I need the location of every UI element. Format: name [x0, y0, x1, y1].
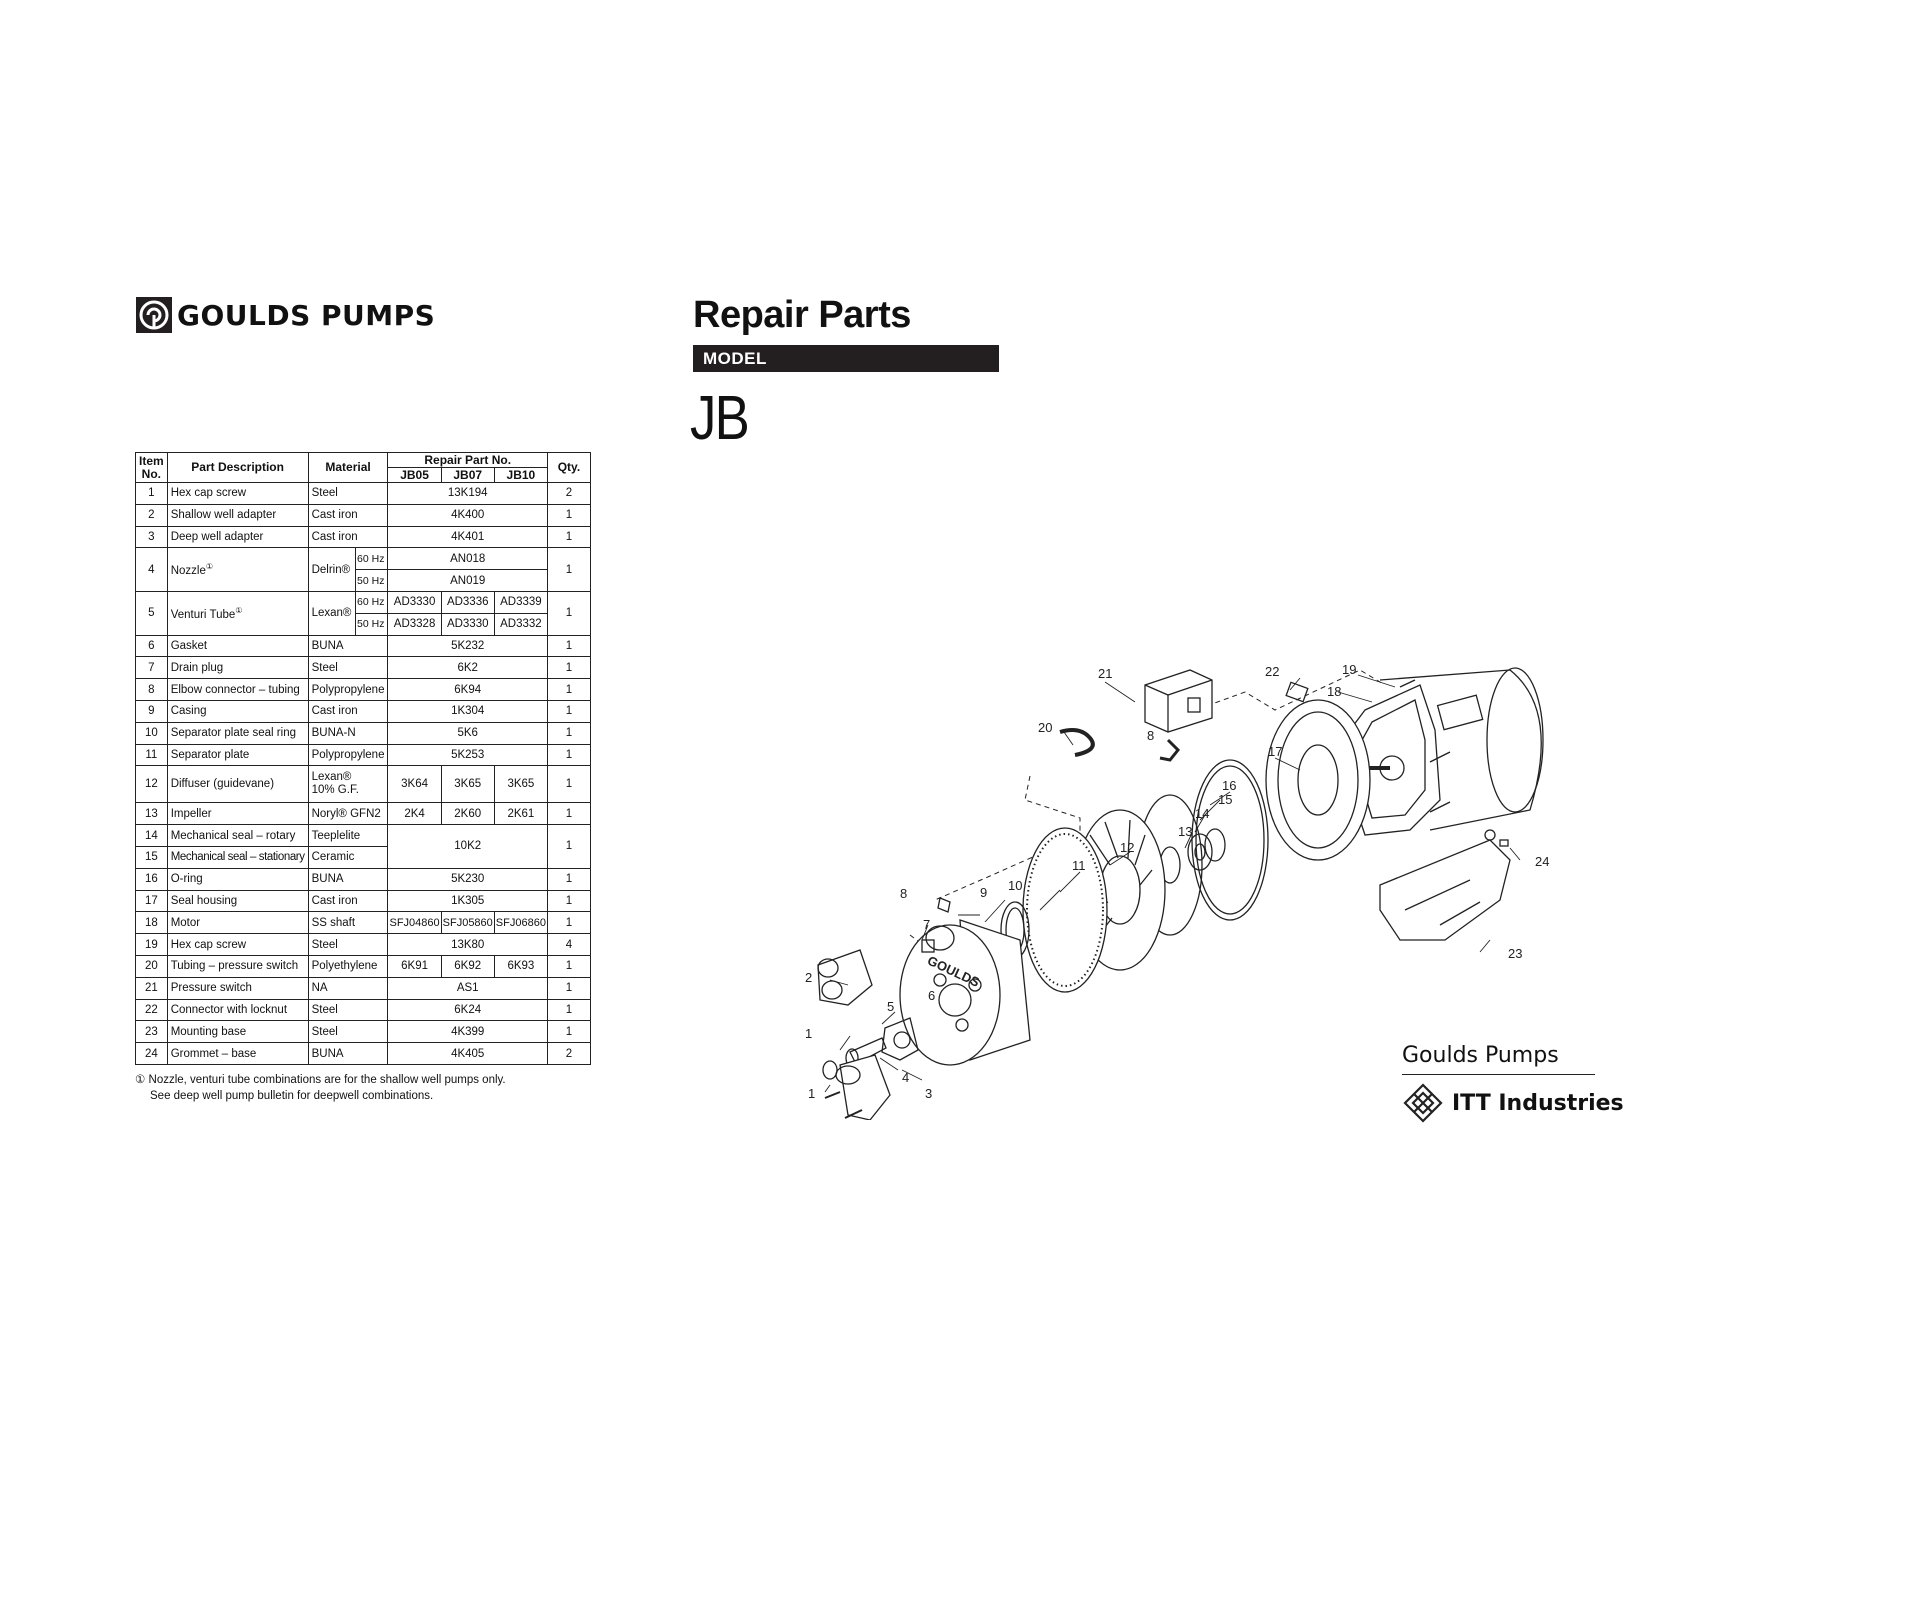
item-no: 14 [136, 825, 168, 847]
item-no: 24 [136, 1043, 168, 1065]
qty: 1 [547, 868, 590, 890]
callout: 8 [900, 886, 908, 901]
part-no: 4K405 [388, 1043, 547, 1065]
material: Polypropylene [308, 679, 388, 701]
itt-industries-name: ITT Industries [1452, 1090, 1624, 1116]
qty: 1 [547, 679, 590, 701]
part-description: Tubing – pressure switch [167, 955, 308, 977]
item-no: 23 [136, 1021, 168, 1043]
material: BUNA [308, 1043, 388, 1065]
repair-parts-table [135, 452, 591, 1065]
item-no: 18 [136, 912, 168, 934]
deep-well-adapter [818, 950, 872, 1005]
item-no: 10 [136, 722, 168, 744]
part-description: Motor [167, 912, 308, 934]
callout: 8 [1147, 728, 1155, 743]
motor [1350, 668, 1543, 835]
part-no: SFJ06860 [494, 912, 547, 934]
itt-diamond-icon [1402, 1082, 1444, 1124]
part-no: 2K4 [388, 803, 441, 825]
table-row [136, 1043, 591, 1065]
table-row [136, 483, 591, 505]
callout: 3 [925, 1086, 933, 1101]
item-no: 4 [136, 548, 168, 592]
part-no: 3K64 [388, 766, 441, 803]
material-line: 10% G.F. [311, 784, 359, 797]
part-description: Seal housing [167, 890, 308, 912]
callout: 9 [980, 885, 988, 900]
material: Noryl® GFN2 [308, 803, 388, 825]
item-no: 8 [136, 679, 168, 701]
material: Steel [308, 934, 388, 956]
shallow-well-adapter [836, 1055, 890, 1120]
model-label: MODEL [693, 345, 999, 372]
footnote-line: See deep well pump bulletin for deepwell combinations. [150, 1090, 434, 1102]
part-no: AD3336 [441, 591, 494, 613]
part-no: 5K232 [388, 635, 547, 657]
goulds-pumps-logo [135, 296, 435, 334]
header-model: JB10 [494, 468, 547, 483]
callout: 14 [1195, 806, 1210, 821]
qty: 1 [547, 700, 590, 722]
material: SS shaft [308, 912, 388, 934]
qty: 4 [547, 934, 590, 956]
table-row [136, 825, 591, 847]
frequency-60hz: 60 Hz [356, 591, 388, 613]
callout: 7 [923, 917, 931, 932]
part-no: 10K2 [388, 825, 547, 869]
callout: 18 [1327, 684, 1342, 699]
part-description: Shallow well adapter [167, 504, 308, 526]
callout: 21 [1098, 666, 1113, 681]
material: BUNA-N [308, 722, 388, 744]
qty: 1 [547, 657, 590, 679]
table-row [136, 722, 591, 744]
material: Steel [308, 1021, 388, 1043]
qty: 1 [547, 912, 590, 934]
part-no: 5K6 [388, 722, 547, 744]
goulds-pumps-wordmark: Goulds Pumps [1402, 1043, 1559, 1068]
material: Cast iron [308, 526, 388, 548]
part-no: SFJ04860 [388, 912, 441, 934]
part-no: SFJ05860 [441, 912, 494, 934]
frequency-50hz: 50 Hz [356, 613, 388, 635]
callout: 24 [1535, 854, 1550, 869]
material: Delrin® [308, 548, 355, 592]
callout: 5 [887, 999, 895, 1014]
material: Polyethylene [308, 955, 388, 977]
table-row [136, 548, 591, 570]
casing-logo: GOULDS [925, 952, 982, 990]
item-no: 15 [136, 846, 168, 868]
material: Polypropylene [308, 744, 388, 766]
callout: 22 [1265, 664, 1280, 679]
item-no: 19 [136, 934, 168, 956]
table-row [136, 999, 591, 1021]
qty: 1 [547, 591, 590, 635]
part-description: Mechanical seal – stationary [167, 846, 308, 868]
table-row [136, 700, 591, 722]
part-no: 6K92 [441, 955, 494, 977]
callout: 6 [928, 988, 936, 1003]
part-no: AN018 [388, 548, 547, 570]
qty: 1 [547, 766, 590, 803]
table-row [136, 912, 591, 934]
casing [900, 920, 1030, 1065]
qty: 1 [547, 722, 590, 744]
part-description: Elbow connector – tubing [167, 679, 308, 701]
qty: 1 [547, 977, 590, 999]
part-description: Hex cap screw [167, 934, 308, 956]
part-description: Nozzle① [167, 548, 308, 592]
part-no: 6K94 [388, 679, 547, 701]
part-description: Mechanical seal – rotary [167, 825, 308, 847]
part-no: 13K80 [388, 934, 547, 956]
table-row [136, 1021, 591, 1043]
table-row [136, 504, 591, 526]
callout: 10 [1008, 878, 1023, 893]
frequency-50hz: 50 Hz [356, 570, 388, 592]
qty: 1 [547, 504, 590, 526]
qty: 1 [547, 955, 590, 977]
callout: 15 [1218, 792, 1233, 807]
callout: 13 [1178, 824, 1193, 839]
model-name: JB [690, 384, 749, 453]
table-header-row [136, 453, 591, 468]
part-description: Connector with locknut [167, 999, 308, 1021]
part-no: 13K194 [388, 483, 547, 505]
callout: 23 [1508, 946, 1523, 961]
part-description: Casing [167, 700, 308, 722]
callout: 17 [1268, 744, 1283, 759]
qty: 1 [547, 1021, 590, 1043]
table-footnote [135, 1072, 506, 1104]
nozzle [823, 1061, 837, 1079]
callout: 2 [805, 970, 813, 985]
page-title: Repair Parts [693, 294, 911, 336]
goulds-logo-icon [135, 296, 173, 334]
header-description: Part Description [167, 453, 308, 483]
divider [1402, 1074, 1595, 1075]
qty: 1 [547, 744, 590, 766]
part-no: 6K2 [388, 657, 547, 679]
table-row [136, 890, 591, 912]
header-model: JB05 [388, 468, 441, 483]
part-description: Grommet – base [167, 1043, 308, 1065]
callout: 4 [902, 1070, 910, 1085]
part-description: Separator plate [167, 744, 308, 766]
item-no: 3 [136, 526, 168, 548]
header-repair-part-no: Repair Part No. [388, 453, 547, 468]
table-row [136, 679, 591, 701]
part-no: 1K305 [388, 890, 547, 912]
itt-industries-logo [1402, 1082, 1624, 1124]
part-description: Hex cap screw [167, 483, 308, 505]
separator-plate [1023, 828, 1107, 992]
part-description: Diffuser (guidevane) [167, 766, 308, 803]
callout: 20 [1038, 720, 1053, 735]
part-no: 4K399 [388, 1021, 547, 1043]
footnote-mark: ① [135, 1074, 146, 1086]
connector-locknut [1286, 682, 1308, 701]
item-no: 20 [136, 955, 168, 977]
part-no: 3K65 [441, 766, 494, 803]
callout: 11 [1072, 858, 1086, 873]
table-row [136, 526, 591, 548]
seal-housing [1266, 700, 1370, 860]
footnote-mark: ① [235, 605, 243, 615]
item-no: 5 [136, 591, 168, 635]
material: BUNA [308, 868, 388, 890]
pressure-switch [1145, 670, 1212, 732]
part-no: 4K401 [388, 526, 547, 548]
part-description: Gasket [167, 635, 308, 657]
qty: 1 [547, 890, 590, 912]
material: Cast iron [308, 890, 388, 912]
footnote-line: Nozzle, venturi tube combinations are for the shallow well pumps only. [148, 1074, 506, 1086]
table-row [136, 934, 591, 956]
part-no: AD3330 [441, 613, 494, 635]
table-row [136, 744, 591, 766]
material: NA [308, 977, 388, 999]
material [308, 766, 388, 803]
material: Steel [308, 483, 388, 505]
material-line: Lexan® [311, 771, 352, 784]
item-no: 12 [136, 766, 168, 803]
material: Ceramic [308, 846, 388, 868]
material: Cast iron [308, 504, 388, 526]
qty: 1 [547, 803, 590, 825]
item-no: 22 [136, 999, 168, 1021]
qty: 2 [547, 1043, 590, 1065]
part-no: AS1 [388, 977, 547, 999]
header-material: Material [308, 453, 388, 483]
item-no: 1 [136, 483, 168, 505]
table-row [136, 635, 591, 657]
footnote-mark: ① [205, 562, 214, 572]
part-no: 6K24 [388, 999, 547, 1021]
header-model: JB07 [441, 468, 494, 483]
qty: 2 [547, 483, 590, 505]
material: Teeplelite [308, 825, 388, 847]
table-row [136, 591, 591, 613]
table-row [136, 955, 591, 977]
part-description: Venturi Tube① [167, 591, 308, 635]
frequency-60hz: 60 Hz [356, 548, 388, 570]
part-description: Mounting base [167, 1021, 308, 1043]
qty: 1 [547, 825, 590, 869]
part-description: Pressure switch [167, 977, 308, 999]
part-description: Separator plate seal ring [167, 722, 308, 744]
table-row [136, 657, 591, 679]
part-no: AD3328 [388, 613, 441, 635]
callout: 19 [1342, 662, 1357, 677]
table-row [136, 803, 591, 825]
callout: 1 [808, 1086, 816, 1101]
part-description: Impeller [167, 803, 308, 825]
material: Steel [308, 999, 388, 1021]
qty: 1 [547, 635, 590, 657]
item-no: 11 [136, 744, 168, 766]
part-no: AN019 [388, 570, 547, 592]
brand-name: GOULDS PUMPS [177, 298, 436, 332]
part-no: AD3332 [494, 613, 547, 635]
item-no: 9 [136, 700, 168, 722]
part-no: 5K230 [388, 868, 547, 890]
part-no: AD3339 [494, 591, 547, 613]
part-no: 3K65 [494, 766, 547, 803]
part-description: Drain plug [167, 657, 308, 679]
mounting-base [1380, 840, 1510, 940]
part-description: Deep well adapter [167, 526, 308, 548]
material: Lexan® [308, 591, 355, 635]
table-row [136, 977, 591, 999]
part-description: O-ring [167, 868, 308, 890]
material: Steel [308, 657, 388, 679]
part-no: 2K61 [494, 803, 547, 825]
part-no: 6K93 [494, 955, 547, 977]
table-row [136, 766, 591, 803]
item-no: 17 [136, 890, 168, 912]
part-no: 6K91 [388, 955, 441, 977]
table-row [136, 868, 591, 890]
item-no: 7 [136, 657, 168, 679]
callout: 1 [805, 1026, 813, 1041]
qty: 1 [547, 526, 590, 548]
qty: 1 [547, 548, 590, 592]
header-item: Item No. [136, 453, 168, 483]
part-no: 4K400 [388, 504, 547, 526]
part-no: AD3330 [388, 591, 441, 613]
part-no: 1K304 [388, 700, 547, 722]
item-no: 13 [136, 803, 168, 825]
part-no: 5K253 [388, 744, 547, 766]
part-no: 2K60 [441, 803, 494, 825]
header-qty: Qty. [547, 453, 590, 483]
item-no: 21 [136, 977, 168, 999]
qty: 1 [547, 999, 590, 1021]
item-no: 6 [136, 635, 168, 657]
callout: 12 [1120, 840, 1135, 855]
callout: 16 [1222, 778, 1237, 793]
material: BUNA [308, 635, 388, 657]
item-no: 2 [136, 504, 168, 526]
item-no: 16 [136, 868, 168, 890]
material: Cast iron [308, 700, 388, 722]
